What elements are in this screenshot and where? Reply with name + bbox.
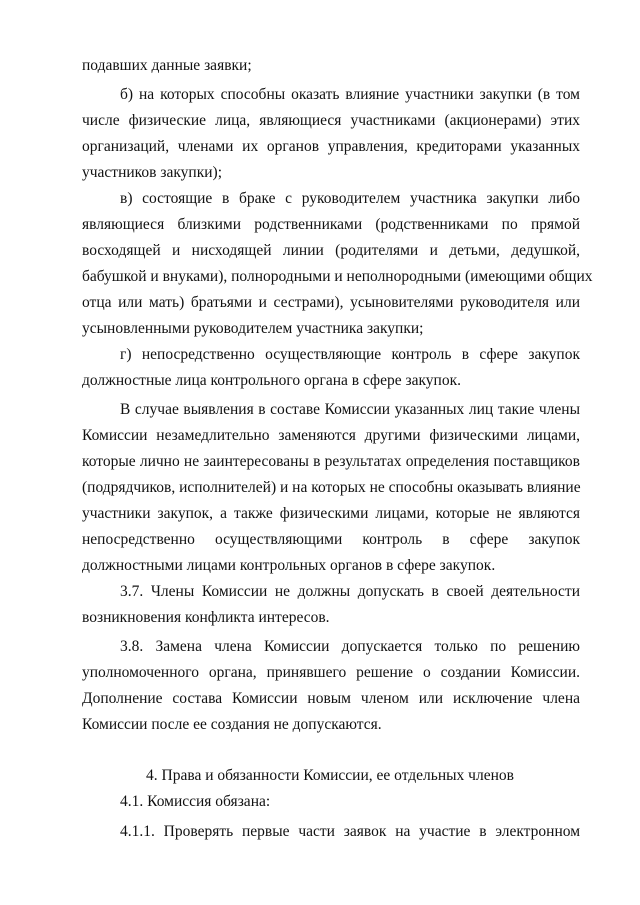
text-line: подавших данные заявки; <box>82 57 252 74</box>
text-line: (подрядчиков, исполнителей) и на которых не способны оказывать влияние <box>82 479 581 496</box>
text-line: Комиссии незамедлительно заменяются другими физическими лицами, <box>82 427 580 444</box>
text-line: числе физические лица, являющиеся участниками (акционерами) этих <box>82 112 580 129</box>
text-line: должностными лицами контрольных органов в сфере закупок. <box>82 557 496 574</box>
text-line: 3.7. Члены Комиссии не должны допускать в своей деятельности <box>120 583 580 600</box>
text-line: 4.1.1. Проверять первые части заявок на участие в электронном <box>120 823 580 840</box>
text-line: 4.1. Комиссия обязана: <box>120 793 271 810</box>
text-line: бабушкой и внуками), полнородными и неполнородными (имеющими общих <box>82 268 593 285</box>
text-line: уполномоченного органа, принявшего решение о создании Комиссии. <box>82 664 580 681</box>
text-line: организаций, членами их органов управления, кредиторами указанных <box>82 138 580 155</box>
text-line: усыновленными руководителем участника закупки; <box>82 320 424 337</box>
text-line: г) непосредственно осуществляющие контроль в сфере закупок <box>120 346 580 363</box>
text-line: являющиеся близкими родственниками (родственниками по прямой <box>82 216 580 233</box>
text-line: 3.8. Замена члена Комиссии допускается только по решению <box>120 638 580 655</box>
text-line: В случае выявления в составе Комиссии указанных лиц такие члены <box>120 401 580 418</box>
text-line: должностные лица контрольного органа в сфере закупок. <box>82 372 461 389</box>
text-line: отца или мать) братьями и сестрами), усыновителями руководителя или <box>82 294 580 311</box>
text-line: б) на которых способны оказать влияние участники закупки (в том <box>120 86 580 103</box>
text-line: в) состоящие в браке с руководителем участника закупки либо <box>120 190 580 207</box>
text-line: восходящей и нисходящей линии (родителями и детьми, дедушкой, <box>82 242 580 259</box>
text-line: участников закупки); <box>82 164 223 181</box>
text-line: непосредственно осуществляющими контроль в сфере закупок <box>82 531 580 548</box>
text-line: Дополнение состава Комиссии новым членом или исключение члена <box>82 690 580 707</box>
text-line: которые лично не заинтересованы в результатах определения поставщиков <box>82 453 580 470</box>
section-heading: 4. Права и обязанности Комиссии, ее отдельных членов <box>146 767 514 784</box>
text-line: участники закупок, а также физическими лицами, которые не являются <box>82 505 580 522</box>
text-line: возникновения конфликта интересов. <box>82 609 330 626</box>
text-line: Комиссии после ее создания не допускаются. <box>82 716 382 733</box>
